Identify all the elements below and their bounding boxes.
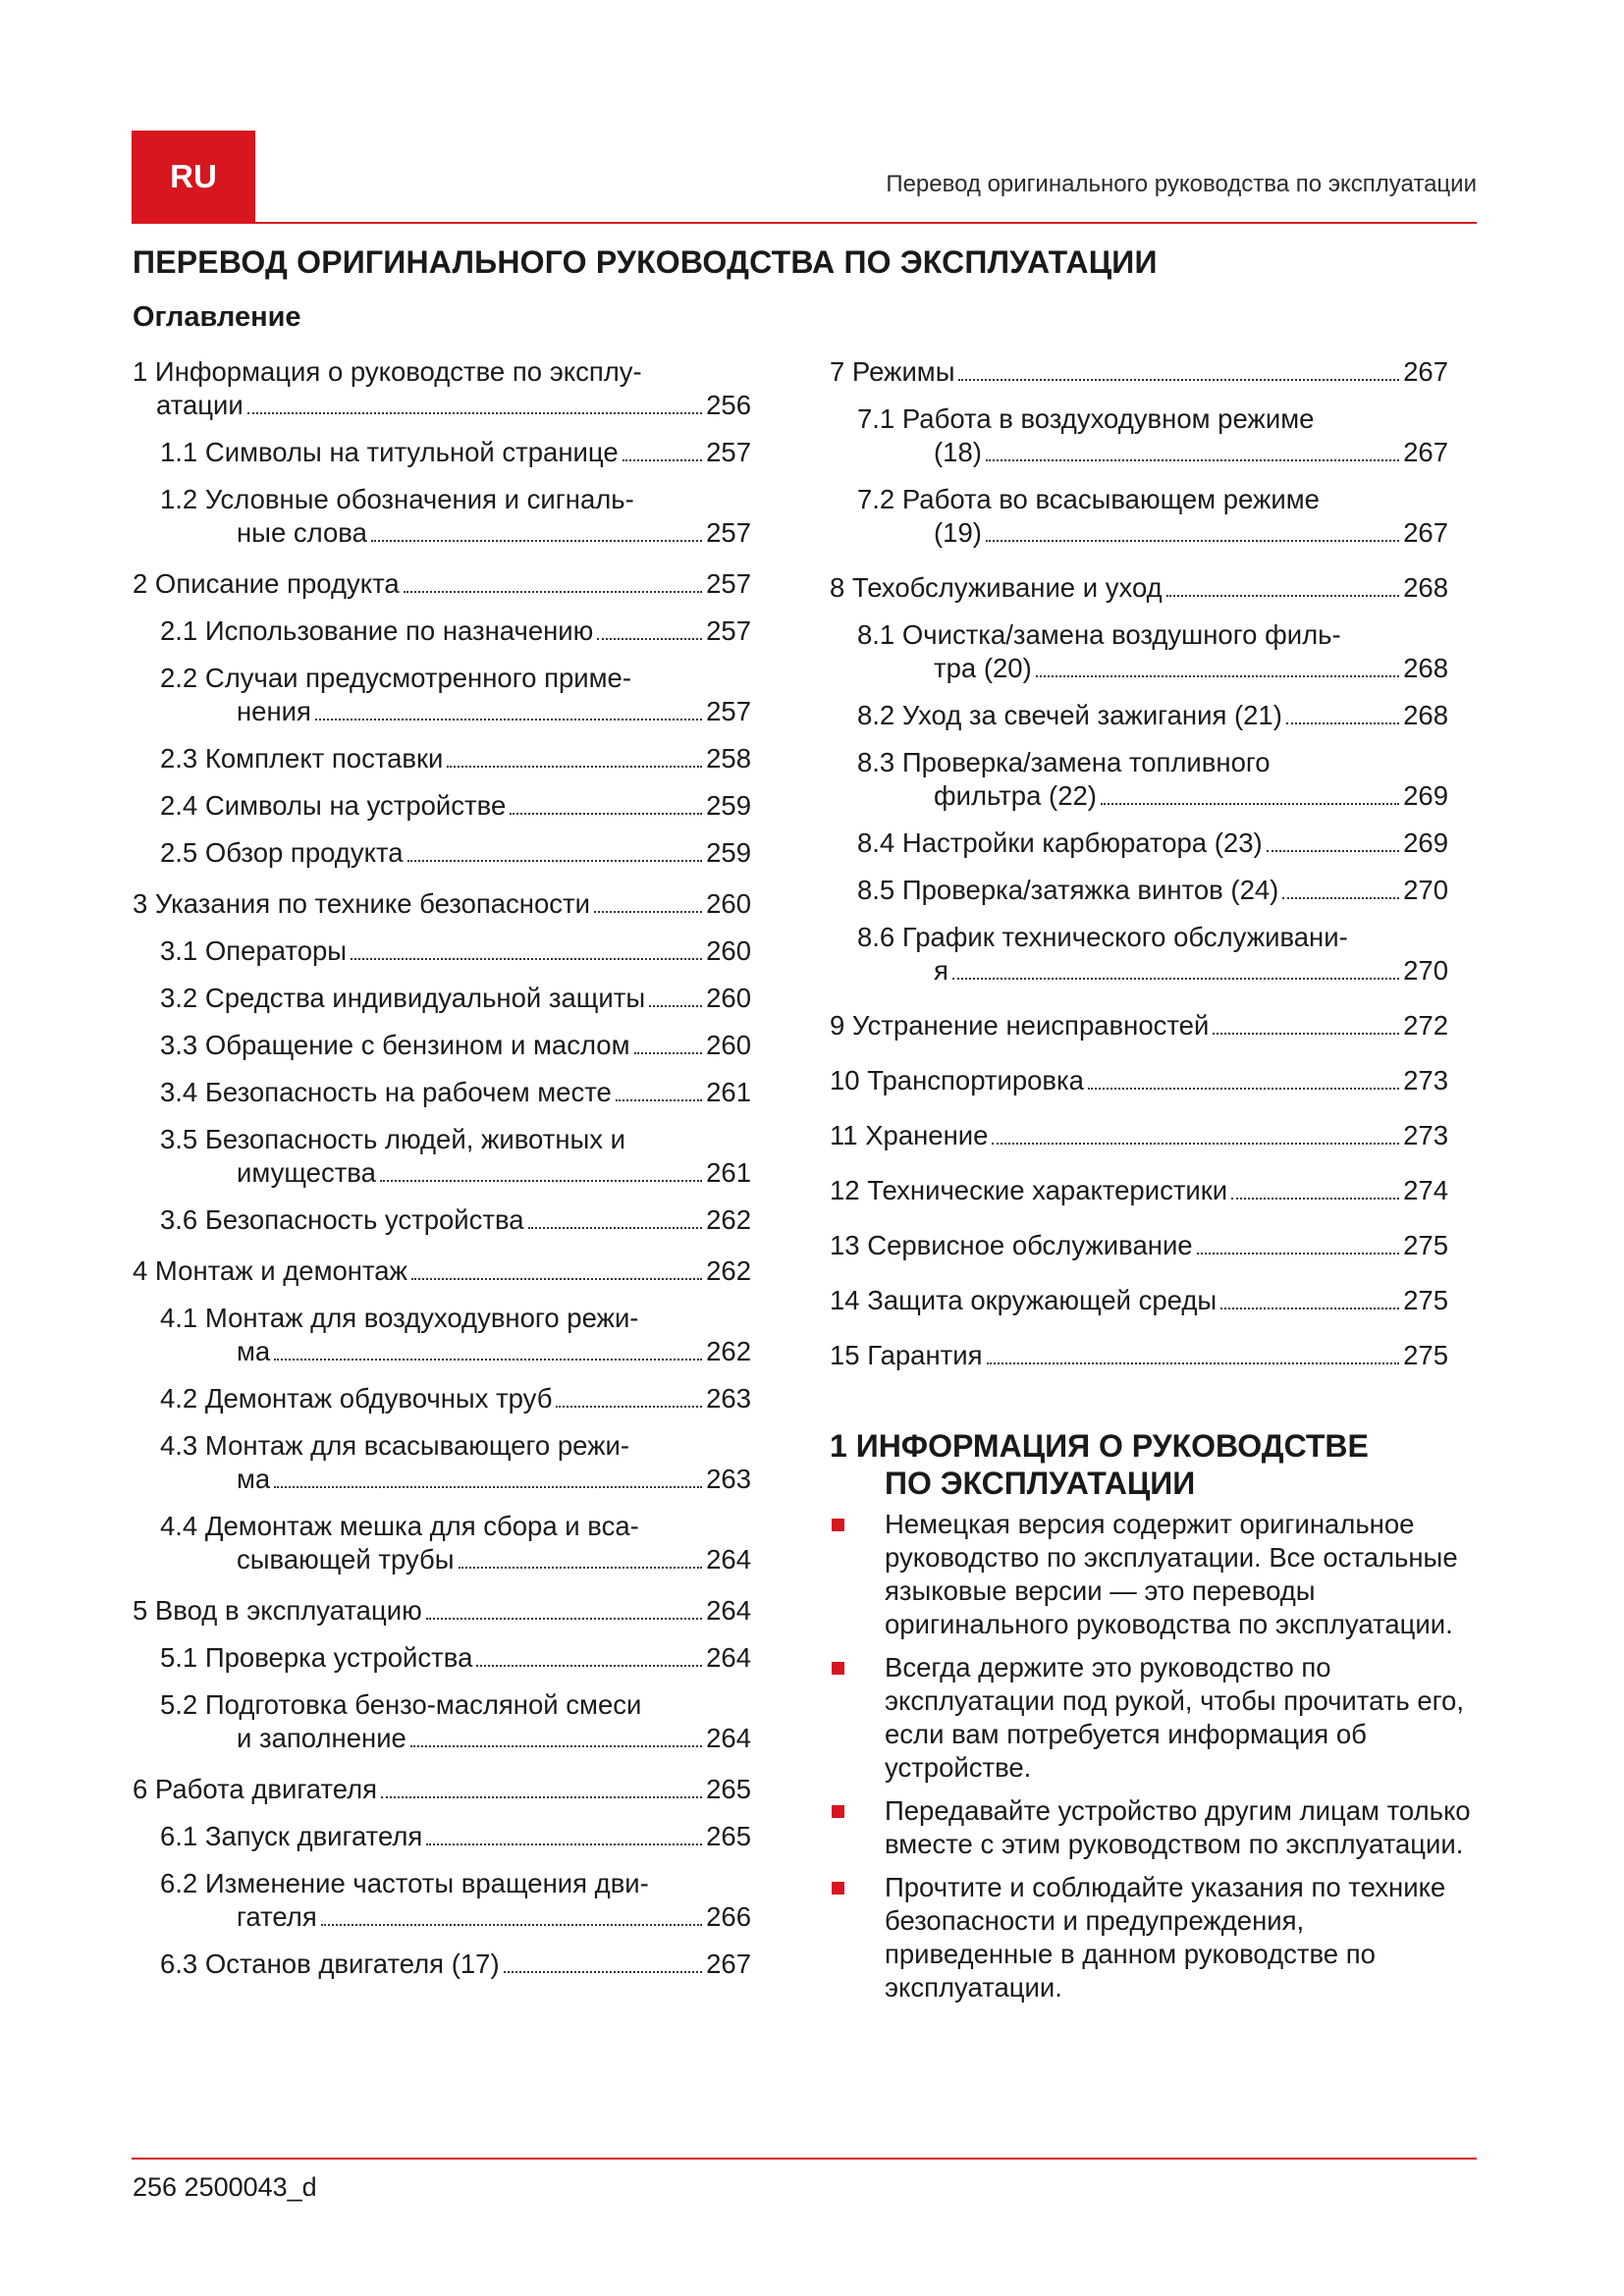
- toc-entry[interactable]: [830, 1229, 1448, 1262]
- header-rule: [132, 222, 1477, 224]
- dot-leader: [1286, 722, 1399, 724]
- toc-entry-label: 3.4 Безопасность на рабочем месте: [160, 1077, 612, 1107]
- toc-entry-label: 2.2 Случаи предусмотренного приме-: [160, 663, 631, 693]
- toc-entry-label: 2.5 Обзор продукта: [160, 837, 404, 868]
- section-heading-line-1: 1 ИНФОРМАЦИЯ О РУКОВОДСТВЕ: [830, 1428, 1369, 1464]
- toc-page-number: 273: [1403, 1065, 1448, 1095]
- toc-entry-continuation: гателя: [237, 1901, 317, 1932]
- toc-entry[interactable]: [133, 1948, 751, 1981]
- toc-entry-label: 3.2 Средства индивидуальной защиты: [160, 983, 646, 1013]
- toc-entry-label: 1.2 Условные обозначения и сигналь-: [160, 484, 634, 514]
- toc-page-number: 269: [1403, 828, 1448, 858]
- toc-entry[interactable]: [133, 887, 751, 921]
- toc-entry[interactable]: [830, 827, 1448, 860]
- square-bullet-icon: [832, 1519, 844, 1531]
- toc-entry[interactable]: [133, 483, 751, 550]
- toc-page-number: 267: [1403, 437, 1448, 467]
- toc-entry[interactable]: [830, 746, 1448, 813]
- toc-page-number: 270: [1403, 955, 1448, 986]
- toc-entry-label: 3.1 Операторы: [160, 935, 348, 966]
- toc-page-number: 263: [706, 1464, 751, 1494]
- toc-page-number: 266: [706, 1901, 751, 1932]
- dot-leader: [410, 1745, 702, 1747]
- toc-entry-label: 5 Ввод в эксплуатацию: [133, 1595, 422, 1626]
- toc-entry-label: 6 Работа двигателя: [133, 1774, 378, 1804]
- toc-entry[interactable]: [133, 1820, 751, 1853]
- dot-leader: [371, 540, 702, 542]
- toc-entry[interactable]: [133, 1123, 751, 1190]
- toc-heading: Оглавление: [133, 301, 301, 333]
- toc-page-number: 259: [706, 790, 751, 821]
- dot-leader: [476, 1665, 702, 1667]
- toc-page-number: 275: [1403, 1340, 1448, 1370]
- dot-leader: [1088, 1088, 1399, 1090]
- bullet-text: Передавайте устройство другим лицам только вместе с этим руководством по эксплуатации.: [885, 1795, 1471, 1859]
- toc-entry-label: 9 Устранение неисправностей: [830, 1010, 1210, 1041]
- toc-entry[interactable]: [133, 567, 751, 601]
- toc-page-number: 260: [706, 935, 751, 966]
- toc-entry[interactable]: [830, 1284, 1448, 1317]
- toc-entry-continuation: сывающей трубы: [237, 1544, 455, 1575]
- dot-leader: [1267, 850, 1399, 852]
- toc-page-number: 264: [706, 1723, 751, 1753]
- toc-entry[interactable]: [830, 699, 1448, 732]
- dot-leader: [426, 1843, 702, 1845]
- toc-entry[interactable]: [133, 1510, 751, 1576]
- toc-entry-continuation: и заполнение: [237, 1723, 406, 1753]
- toc-entry-label: 1 Информация о руководстве по эксплу-: [133, 356, 642, 387]
- toc-entry-label: 5.1 Проверка устройства: [160, 1642, 473, 1673]
- toc-page-number: 265: [706, 1774, 751, 1804]
- toc-page-number: 264: [706, 1595, 751, 1626]
- dot-leader: [986, 540, 1399, 542]
- toc-entry-label: 6.2 Изменение частоты вращения дви-: [160, 1868, 649, 1898]
- bullet-item: [830, 1794, 1478, 1861]
- toc-page-number: 257: [706, 568, 751, 599]
- toc-entry[interactable]: [133, 1867, 751, 1934]
- toc-entry-label: 2.4 Символы на устройстве: [160, 790, 507, 821]
- toc-entry-label: 8.5 Проверка/затяжка винтов (24): [857, 875, 1279, 905]
- dot-leader: [623, 459, 702, 461]
- toc-entry-label: 6.1 Запуск двигателя: [160, 1821, 423, 1851]
- toc-entry-label: 4 Монтаж и демонтаж: [133, 1255, 407, 1286]
- toc-entry[interactable]: [830, 1009, 1448, 1042]
- toc-page-number: 259: [706, 837, 751, 868]
- dot-leader: [447, 766, 702, 768]
- bullet-item: [830, 1871, 1478, 2004]
- dot-leader: [247, 412, 702, 414]
- toc-entry[interactable]: [133, 436, 751, 469]
- toc-entry[interactable]: [830, 355, 1448, 389]
- dot-leader: [459, 1567, 703, 1569]
- section-heading: [830, 1427, 1458, 1502]
- dot-leader: [404, 591, 702, 593]
- toc-entry-label: 13 Сервисное обслуживание: [830, 1230, 1193, 1260]
- toc-page-number: 273: [1403, 1120, 1448, 1150]
- dot-leader: [649, 1005, 702, 1007]
- toc-entry-label: 3 Указания по технике безопасности: [133, 888, 590, 919]
- toc-entry-continuation: фильтра (22): [934, 780, 1097, 811]
- toc-page-number: 275: [1403, 1285, 1448, 1315]
- toc-entry-continuation: атации: [156, 390, 244, 420]
- section-heading-line-2: ПО ЭКСПЛУАТАЦИИ: [885, 1466, 1196, 1501]
- toc-entry-label: 7.1 Работа в воздуходувном режиме: [857, 403, 1315, 434]
- toc-entry[interactable]: [133, 1594, 751, 1628]
- square-bullet-icon: [832, 1882, 844, 1895]
- toc-entry[interactable]: [830, 874, 1448, 907]
- toc-entry[interactable]: [830, 618, 1448, 685]
- toc-entry-label: 7.2 Работа во всасывающем режиме: [857, 484, 1320, 514]
- toc-entry-label: 2 Описание продукта: [133, 568, 400, 599]
- toc-entry[interactable]: [133, 1688, 751, 1755]
- toc-entry-label: 8.4 Настройки карбюратора (23): [857, 828, 1263, 858]
- toc-entry[interactable]: [133, 1302, 751, 1368]
- dot-leader: [315, 719, 702, 721]
- dot-leader: [992, 1143, 1399, 1145]
- toc-right-column: [830, 355, 1448, 1372]
- toc-entry-label: 8 Техобслуживание и уход: [830, 572, 1163, 603]
- page-footer: 256 2500043_d: [133, 2172, 317, 2202]
- dot-leader: [380, 1180, 702, 1182]
- footer-rule: [132, 2158, 1477, 2160]
- toc-page-number: 272: [1403, 1010, 1448, 1041]
- toc-entry[interactable]: [830, 921, 1448, 988]
- toc-entry[interactable]: [830, 1339, 1448, 1372]
- bullet-item: [830, 1651, 1478, 1785]
- toc-entry-label: 4.2 Демонтаж обдувочных труб: [160, 1383, 553, 1414]
- toc-entry-label: 15 Гарантия: [830, 1340, 983, 1370]
- toc-entry[interactable]: [133, 934, 751, 968]
- dot-leader: [1220, 1308, 1399, 1309]
- toc-page-number: 265: [706, 1821, 751, 1851]
- dot-leader: [351, 958, 702, 960]
- toc-page-number: 264: [706, 1642, 751, 1673]
- toc-entry-label: 3.5 Безопасность людей, животных и: [160, 1124, 626, 1154]
- toc-entry[interactable]: [830, 571, 1448, 605]
- toc-page-number: 267: [1403, 356, 1448, 387]
- dot-leader: [1231, 1198, 1399, 1200]
- bullet-text: Немецкая версия содержит оригинальное руководство по эксплуатации. Все остальные языковые версии — это переводы оригинального руководства по эксплуатации.: [885, 1509, 1458, 1639]
- dot-leader: [510, 813, 702, 815]
- toc-entry-label: 14 Защита окружающей среды: [830, 1285, 1218, 1315]
- toc-entry-label: 4.4 Демонтаж мешка для сбора и вса-: [160, 1511, 639, 1541]
- toc-page-number: 260: [706, 888, 751, 919]
- dot-leader: [1036, 675, 1399, 677]
- toc-entry[interactable]: [133, 982, 751, 1015]
- toc-page-number: 264: [706, 1544, 751, 1575]
- toc-entry-continuation: ма: [237, 1336, 271, 1366]
- toc-entry[interactable]: [133, 1029, 751, 1062]
- toc-entry-label: 1.1 Символы на титульной странице: [160, 437, 619, 467]
- toc-entry-continuation: имущества: [237, 1157, 376, 1188]
- dot-leader: [1101, 803, 1399, 805]
- toc-page-number: 256: [706, 390, 751, 420]
- toc-page-number: 257: [706, 696, 751, 726]
- toc-entry-continuation: (18): [934, 437, 982, 467]
- toc-entry-continuation: тра (20): [934, 653, 1032, 683]
- dot-leader: [274, 1486, 702, 1488]
- toc-entry-label: 4.1 Монтаж для воздуходувного режи-: [160, 1303, 639, 1333]
- toc-page-number: 260: [706, 1030, 751, 1060]
- toc-page-number: 257: [706, 517, 751, 548]
- bullet-list: [830, 1508, 1478, 2014]
- dot-leader: [407, 860, 703, 862]
- language-badge: RU: [132, 131, 255, 223]
- dot-leader: [274, 1359, 702, 1361]
- toc-page-number: 268: [1403, 653, 1448, 683]
- toc-entry-continuation: нения: [237, 696, 311, 726]
- dot-leader: [321, 1924, 702, 1926]
- toc-page-number: 261: [706, 1077, 751, 1107]
- toc-page-number: 263: [706, 1383, 751, 1414]
- toc-page-number: 267: [706, 1949, 751, 1979]
- bullet-item: [830, 1508, 1478, 1641]
- bullet-text: Прочтите и соблюдайте указания по технике безопасности и предупреждения, приведенные в данном руководстве по эксплуатации.: [885, 1872, 1446, 2002]
- toc-page-number: 274: [1403, 1175, 1448, 1205]
- toc-entry[interactable]: [133, 614, 751, 648]
- square-bullet-icon: [832, 1662, 844, 1675]
- dot-leader: [426, 1618, 702, 1620]
- dot-leader: [1197, 1253, 1400, 1255]
- toc-entry[interactable]: [133, 355, 751, 422]
- toc-page-number: 275: [1403, 1230, 1448, 1260]
- toc-entry[interactable]: [133, 662, 751, 728]
- dot-leader: [556, 1406, 702, 1408]
- toc-entry[interactable]: [830, 1064, 1448, 1097]
- toc-page-number: 261: [706, 1157, 751, 1188]
- toc-entry-label: 2.1 Использование по назначению: [160, 615, 594, 646]
- toc-entry[interactable]: [133, 1076, 751, 1109]
- toc-entry-continuation: ные слова: [237, 517, 367, 548]
- toc-entry-label: 2.3 Комплект поставки: [160, 743, 444, 774]
- toc-entry[interactable]: [133, 1255, 751, 1288]
- toc-page-number: 260: [706, 983, 751, 1013]
- dot-leader: [1166, 595, 1399, 597]
- toc-page-number: 258: [706, 743, 751, 774]
- toc-entry-label: 8.6 График технического обслуживани-: [857, 922, 1348, 952]
- toc-page-number: 257: [706, 615, 751, 646]
- dot-leader: [987, 1362, 1400, 1364]
- dot-leader: [958, 379, 1399, 381]
- toc-left-column: [133, 355, 751, 1981]
- toc-entry[interactable]: [133, 836, 751, 870]
- toc-page-number: 262: [706, 1204, 751, 1235]
- dot-leader: [952, 978, 1399, 980]
- toc-entry[interactable]: [830, 402, 1448, 469]
- running-header: Перевод оригинального руководства по эксплуатации: [886, 171, 1477, 197]
- dot-leader: [1282, 897, 1399, 899]
- toc-entry[interactable]: [133, 742, 751, 775]
- toc-entry-label: 10 Транспортировка: [830, 1065, 1084, 1095]
- toc-entry-label: 8.2 Уход за свечей зажигания (21): [857, 700, 1282, 730]
- toc-entry-label: 5.2 Подготовка бензо-масляной смеси: [160, 1689, 642, 1720]
- toc-page-number: 268: [1403, 700, 1448, 730]
- toc-entry-label: 8.1 Очистка/замена воздушного филь-: [857, 619, 1341, 650]
- toc-entry-continuation: ма: [237, 1464, 271, 1494]
- toc-entry[interactable]: [830, 1174, 1448, 1207]
- toc-entry[interactable]: [133, 1203, 751, 1237]
- toc-entry-label: 11 Хранение: [830, 1120, 989, 1150]
- bullet-text: Всегда держите это руководство по эксплуатации под рукой, чтобы прочитать его, если вам потребуется информация об устройстве.: [885, 1652, 1464, 1783]
- toc-entry[interactable]: [830, 483, 1448, 550]
- toc-page-number: 262: [706, 1255, 751, 1286]
- toc-entry-label: 3.3 Обращение с бензином и маслом: [160, 1030, 630, 1060]
- toc-page-number: 270: [1403, 875, 1448, 905]
- toc-entry[interactable]: [133, 1641, 751, 1675]
- document-title: ПЕРЕВОД ОРИГИНАЛЬНОГО РУКОВОДСТВА ПО ЭКСПЛУАТАЦИИ: [133, 244, 1158, 280]
- dot-leader: [634, 1052, 703, 1054]
- dot-leader: [528, 1227, 703, 1229]
- toc-page-number: 269: [1403, 780, 1448, 811]
- toc-page-number: 262: [706, 1336, 751, 1366]
- dot-leader: [597, 638, 702, 640]
- toc-entry[interactable]: [133, 1429, 751, 1496]
- toc-entry[interactable]: [133, 1382, 751, 1415]
- toc-entry[interactable]: [133, 789, 751, 823]
- square-bullet-icon: [832, 1805, 844, 1818]
- dot-leader: [381, 1796, 702, 1798]
- dot-leader: [594, 911, 702, 913]
- toc-entry-label: 12 Технические характеристики: [830, 1175, 1228, 1205]
- toc-entry-continuation: (19): [934, 517, 982, 548]
- toc-entry[interactable]: [830, 1119, 1448, 1152]
- toc-entry[interactable]: [133, 1773, 751, 1806]
- toc-entry-label: 8.3 Проверка/замена топливного: [857, 747, 1271, 777]
- toc-page-number: 257: [706, 437, 751, 467]
- dot-leader: [616, 1099, 702, 1101]
- toc-entry-label: 4.3 Монтаж для всасывающего режи-: [160, 1430, 630, 1461]
- dot-leader: [504, 1971, 703, 1973]
- toc-page-number: 267: [1403, 517, 1448, 548]
- dot-leader: [411, 1278, 702, 1280]
- toc-entry-continuation: я: [934, 955, 948, 986]
- dot-leader: [986, 459, 1399, 461]
- dot-leader: [1213, 1033, 1399, 1035]
- toc-entry-label: 6.3 Останов двигателя (17): [160, 1949, 500, 1979]
- toc-entry-label: 7 Режимы: [830, 356, 955, 387]
- toc-entry-label: 3.6 Безопасность устройства: [160, 1204, 524, 1235]
- toc-page-number: 268: [1403, 572, 1448, 603]
